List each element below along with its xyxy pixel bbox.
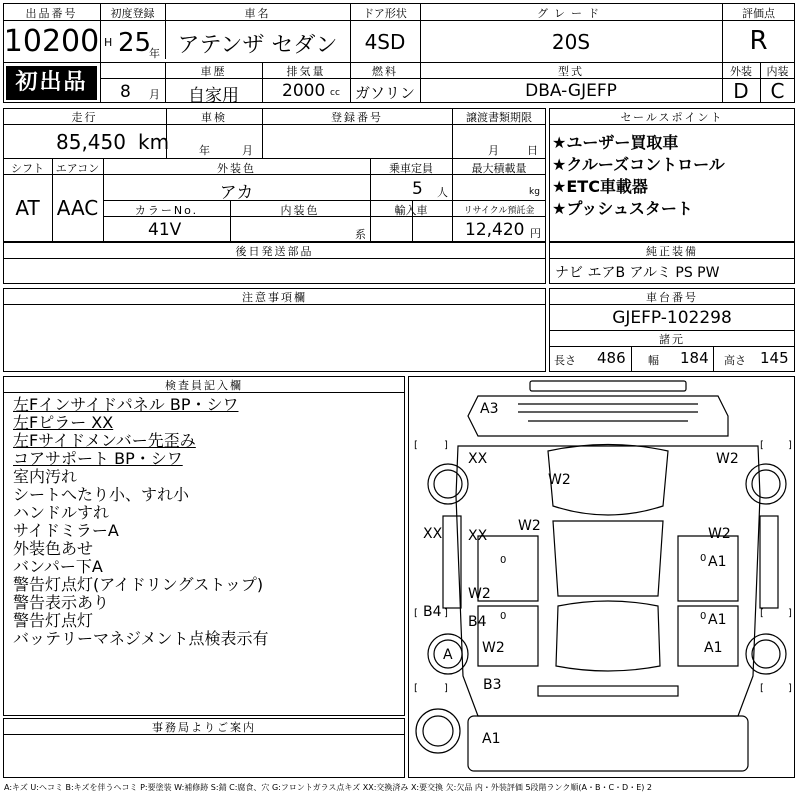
svg-text:]: ] xyxy=(788,683,792,694)
dims-label: 諸元 xyxy=(659,333,685,346)
sales-point: ★ユーザー買取車 xyxy=(552,133,679,152)
damage-mark: B4 xyxy=(423,604,442,620)
ac: AAC xyxy=(56,196,99,220)
chassis-number: GJEFP-102298 xyxy=(612,308,732,328)
damage-mark: A1 xyxy=(708,554,727,570)
inspector-note: 外装色あせ xyxy=(13,539,94,558)
inspector-note: サイドミラーA xyxy=(13,521,119,540)
int-color-unit: 系 xyxy=(355,228,366,241)
damage-mark: A xyxy=(443,647,453,663)
car-damage-diagram xyxy=(408,376,795,778)
damage-mark: 0 xyxy=(500,611,507,622)
sales-point: ★ETC車載器 xyxy=(552,177,648,196)
door-label: ドア形状 xyxy=(363,7,407,20)
inspector-note: バッテリーマネジメント点検表示有 xyxy=(13,629,269,648)
mileage: 85,450 xyxy=(56,130,126,154)
sales-points-label: セールスポイント xyxy=(620,111,724,124)
int-label: 内装 xyxy=(766,65,789,78)
transfer-label: 譲渡書類期限 xyxy=(466,111,532,124)
damage-mark: XX xyxy=(423,526,443,542)
door-type: 4SD xyxy=(364,30,406,54)
svg-text:]: ] xyxy=(788,440,792,451)
equipment-label: 純正装備 xyxy=(646,245,698,258)
fuel: ガソリン xyxy=(354,84,415,102)
caution-label: 注意事項欄 xyxy=(242,291,307,304)
inspector-note: バンパー下A xyxy=(13,557,103,576)
inspection-label: 車検 xyxy=(201,111,227,124)
model-name: アテンザ セダン xyxy=(177,33,338,58)
shift: AT xyxy=(15,196,40,220)
later-parts-label: 後日発送部品 xyxy=(235,245,314,258)
damage-mark: W2 xyxy=(482,640,505,656)
damage-mark: B4 xyxy=(468,614,487,630)
displacement: 2000 xyxy=(282,81,326,101)
svg-text:]: ] xyxy=(444,608,448,619)
color-label: 外装色 xyxy=(217,162,256,175)
inspector-note: 警告灯点灯(アイドリングストップ) xyxy=(13,575,264,594)
type-label: 型式 xyxy=(558,65,584,78)
transfer-day-unit: 日 xyxy=(527,144,538,157)
width-label: 幅 xyxy=(648,354,659,367)
damage-mark: W2 xyxy=(716,451,739,467)
svg-text:[: [ xyxy=(414,440,418,451)
inspector-note: コアサポート BP・シワ xyxy=(13,449,183,468)
inspection-month-unit: 月 xyxy=(242,144,253,157)
equipment-list: ナビ エアB アルミ PS PW xyxy=(555,265,720,281)
score-label: 評価点 xyxy=(742,7,775,20)
damage-mark: 0 xyxy=(700,553,707,564)
era: H xyxy=(104,36,113,49)
history: 自家用 xyxy=(188,86,239,106)
int-grade: C xyxy=(770,79,785,103)
svg-text:]: ] xyxy=(444,683,448,694)
svg-text:[: [ xyxy=(414,608,418,619)
grade-label: グレード xyxy=(537,7,605,20)
inspector-note: 警告灯点灯 xyxy=(13,611,94,630)
svg-text:[: [ xyxy=(760,608,764,619)
reg-no-label: 登録番号 xyxy=(331,111,383,124)
capacity-label: 乗車定員 xyxy=(389,162,433,175)
capacity: 5 xyxy=(412,179,423,199)
transfer-month-unit: 月 xyxy=(488,144,499,157)
damage-mark: A1 xyxy=(482,731,501,747)
fuel-label: 燃料 xyxy=(372,65,398,78)
sales-point: ★クルーズコントロール xyxy=(552,155,725,174)
shift-label: シフト xyxy=(11,162,44,175)
displacement-label: 排気量 xyxy=(286,65,326,78)
recycle-unit: 円 xyxy=(530,227,541,240)
svg-text:]: ] xyxy=(788,608,792,619)
damage-mark: A1 xyxy=(708,612,727,628)
ac-label: エアコン xyxy=(55,162,100,175)
damage-mark: W2 xyxy=(708,526,731,542)
office-label: 事務局よりご案内 xyxy=(152,721,256,734)
inspector-note: シートへたり小、すれ小 xyxy=(13,485,190,504)
sales-point: ★プッシュスタート xyxy=(552,199,693,218)
damage-mark: W2 xyxy=(548,472,571,488)
capacity-unit: 人 xyxy=(437,186,448,199)
length-label: 長さ xyxy=(554,354,576,367)
load-label: 最大積載量 xyxy=(471,162,527,175)
svg-text:[: [ xyxy=(760,440,764,451)
height: 145 xyxy=(760,349,789,367)
month-unit: 月 xyxy=(149,88,160,101)
mileage-unit: km xyxy=(138,130,170,154)
damage-mark: B3 xyxy=(483,677,502,693)
inspector-note: 警告表示あり xyxy=(13,593,110,612)
inspector-note: ハンドルすれ xyxy=(13,503,110,522)
lot-no-label: 出品番号 xyxy=(25,7,78,20)
svg-text:[: [ xyxy=(414,683,418,694)
inspector-note: 左Fインサイドパネル BP・シワ xyxy=(13,395,239,414)
year-value: 25 xyxy=(118,28,152,58)
damage-mark: XX xyxy=(468,451,488,467)
lot-number: 10200 xyxy=(3,24,100,59)
damage-mark: 0 xyxy=(500,555,507,566)
svg-text:]: ] xyxy=(444,440,448,451)
inspector-note: 室内汚れ xyxy=(13,467,78,486)
damage-mark: W2 xyxy=(468,586,491,602)
color: アカ xyxy=(219,183,254,203)
displacement-unit: cc xyxy=(330,88,340,98)
model-name-label: 車名 xyxy=(244,7,271,20)
width: 184 xyxy=(680,349,709,367)
int-color-label: 内装色 xyxy=(280,204,320,217)
ext-label: 外装 xyxy=(730,65,752,78)
grade: 20S xyxy=(551,30,591,54)
height-label: 高さ xyxy=(724,354,746,367)
damage-mark: XX xyxy=(468,528,488,544)
inspector-notes xyxy=(3,396,403,716)
recycle-label: リサイクル預託金 xyxy=(463,206,535,216)
damage-mark: W2 xyxy=(518,518,541,534)
first-listing-badge: 初出品 xyxy=(6,66,97,100)
damage-mark: A1 xyxy=(704,640,723,656)
inspector-note: 左Fピラー XX xyxy=(13,413,114,432)
import-label: 輸入車 xyxy=(394,204,428,217)
recycle-amount: 12,420 xyxy=(465,220,525,240)
inspection-year-unit: 年 xyxy=(199,144,210,157)
inspector-label: 検査員記入欄 xyxy=(165,379,243,392)
legend: A:キズ U:ヘコミ B:キズを伴うヘコミ P:要塗装 W:補修跡 S:錆 C:腐食、穴 G:フロントガラス点キズ XX:交換済み X:要交換 欠:欠品 内・外装評価 5段階ランク順(A・B・C・D・E) 2 xyxy=(4,783,653,792)
color-no-label: カラーNo. xyxy=(134,204,199,217)
color-no: 41V xyxy=(148,220,182,240)
length: 486 xyxy=(597,349,626,367)
load-unit: kg xyxy=(529,187,540,197)
type-code: DBA-GJEFP xyxy=(525,81,617,101)
year-unit: 年 xyxy=(149,47,160,60)
month-value: 8 xyxy=(120,82,131,102)
chassis-label: 車台番号 xyxy=(646,291,698,304)
inspector-note: 左Fサイドメンバー先歪み xyxy=(13,431,196,450)
svg-text:[: [ xyxy=(760,683,764,694)
damage-mark: A3 xyxy=(480,401,499,417)
score: R xyxy=(749,26,768,56)
damage-mark: 0 xyxy=(700,611,707,622)
history-label: 車歴 xyxy=(200,65,227,78)
mileage-label: 走行 xyxy=(71,111,98,124)
ext-grade: D xyxy=(733,79,749,103)
first-reg-label: 初度登録 xyxy=(110,7,155,20)
